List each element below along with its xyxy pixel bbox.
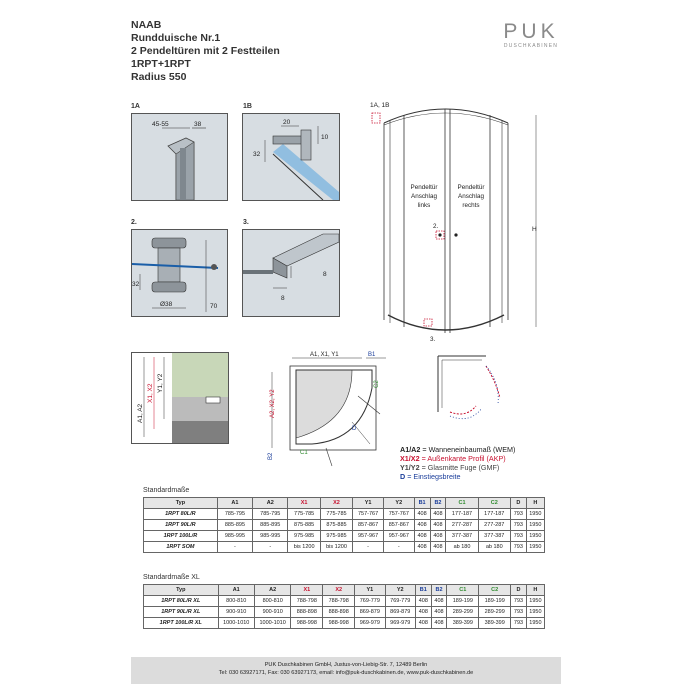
left-door-line: Pendeltür: [410, 184, 438, 191]
table-cell: 793: [510, 531, 526, 542]
section-panel: [131, 352, 229, 444]
col-header: B1: [414, 498, 430, 509]
table-cell: 277-287: [478, 520, 510, 531]
table-row: [144, 607, 545, 618]
table-cell: 785-795: [217, 509, 252, 520]
legend-item: [400, 472, 515, 481]
table-cell: 900-910: [254, 607, 290, 618]
legend-key: X1/X2: [400, 454, 420, 463]
table-header-row: [144, 585, 545, 596]
table-cell: 800-810: [254, 596, 290, 607]
table-cell: -: [253, 542, 288, 553]
table-cell: 408: [414, 520, 430, 531]
detail-1b-drawing: [243, 114, 339, 200]
table-cell: 875-885: [288, 520, 320, 531]
elevation-top-label: 1A, 1B: [370, 102, 390, 109]
table-cell: 969-979: [355, 618, 385, 629]
dim-label: 20: [283, 119, 291, 126]
table-cell: 957-967: [353, 531, 384, 542]
col-header: B2: [430, 498, 446, 509]
table-cell: bis 1200: [288, 542, 320, 553]
table-cell: 769-779: [355, 596, 385, 607]
table-cell: 389-399: [447, 618, 479, 629]
col-header: H: [526, 498, 544, 509]
table-cell: 408: [414, 531, 430, 542]
table-cell: 757-767: [383, 509, 414, 520]
table-cell: 1RPT 80L/R XL: [144, 596, 219, 607]
table-cell: 408: [415, 607, 431, 618]
legend-text: = Wanneneinbaumaß (WEM): [420, 445, 516, 454]
table-cell: 793: [510, 542, 526, 553]
left-door-line: Anschlag: [411, 193, 437, 200]
table-cell: 775-785: [288, 509, 320, 520]
table-cell: 988-998: [291, 618, 323, 629]
table-cell: 377-387: [446, 531, 478, 542]
col-header: D: [511, 585, 527, 596]
dim-label: 10: [321, 134, 329, 141]
table-cell: 793: [510, 520, 526, 531]
table-cell: 869-879: [355, 607, 385, 618]
table-header-row: [144, 498, 545, 509]
table-cell: 800-810: [218, 596, 254, 607]
right-door-line: Pendeltür: [457, 184, 485, 191]
table-cell: 1950: [526, 542, 544, 553]
dim-label: Ø38: [160, 301, 173, 308]
section-label: Y1, Y2: [157, 373, 164, 393]
table-cell: 1RPT 100L/R XL: [144, 618, 219, 629]
col-header: Y2: [383, 498, 414, 509]
title-line: NAAB: [131, 19, 162, 31]
table-cell: 408: [414, 509, 430, 520]
col-header: X2: [323, 585, 355, 596]
table-cell: 857-867: [383, 520, 414, 531]
col-header: H: [526, 585, 544, 596]
footer: [131, 657, 561, 684]
table-cell: 289-299: [479, 607, 511, 618]
plan-label: D: [352, 426, 357, 432]
table-row: [144, 596, 545, 607]
table-cell: 1RPT SOM: [144, 542, 218, 553]
elevation-drawing: [360, 95, 565, 345]
detail-1a-drawing: [132, 114, 227, 200]
table-cell: 969-979: [385, 618, 415, 629]
plan-label: C1: [300, 450, 308, 456]
table-cell: 757-767: [353, 509, 384, 520]
col-header: X2: [320, 498, 352, 509]
table-cell: 1RPT 100L/R: [144, 531, 218, 542]
col-header: Y1: [353, 498, 384, 509]
plan-label: B2: [268, 452, 274, 460]
dim-label: 70: [210, 303, 218, 310]
detail-1b-label: 1B: [243, 103, 252, 110]
col-header: B1: [415, 585, 431, 596]
table-cell: 793: [511, 596, 527, 607]
col-header: Y2: [385, 585, 415, 596]
table-cell: 793: [511, 607, 527, 618]
door-swing-drawing: [430, 352, 510, 432]
table-cell: 769-779: [385, 596, 415, 607]
dim-label: 8: [281, 295, 285, 302]
table-cell: 900-910: [218, 607, 254, 618]
xl-table: [143, 584, 545, 629]
legend-key: A1/A2: [400, 445, 421, 454]
table-cell: 793: [510, 509, 526, 520]
table-cell: 408: [431, 596, 447, 607]
col-header: Typ: [144, 585, 219, 596]
col-header: C1: [446, 498, 478, 509]
dim-label: 32: [132, 281, 140, 288]
col-header: B2: [431, 585, 447, 596]
table-cell: 1RPT 80L/R: [144, 509, 218, 520]
col-header: C2: [478, 498, 510, 509]
table-row: [144, 542, 545, 553]
logo-subtitle: DUSCHKABINEN: [503, 43, 559, 49]
standard-title: Standardmaße: [143, 487, 190, 494]
plan-label: A1, X1, Y1: [310, 352, 339, 358]
table-cell: 408: [415, 618, 431, 629]
col-header: C2: [479, 585, 511, 596]
table-cell: 1950: [526, 607, 544, 618]
table-cell: -: [217, 542, 252, 553]
table-cell: 985-995: [217, 531, 252, 542]
table-row: [144, 520, 545, 531]
table-cell: 885-895: [253, 520, 288, 531]
table-cell: 408: [430, 531, 446, 542]
section-drawing: [132, 353, 228, 443]
table-cell: 785-795: [253, 509, 288, 520]
dim-label: 32: [253, 151, 261, 158]
table-cell: 408: [431, 607, 447, 618]
col-header: A2: [254, 585, 290, 596]
table-cell: 408: [415, 596, 431, 607]
detail-1b-panel: [242, 113, 340, 201]
table-cell: 869-879: [385, 607, 415, 618]
table-cell: 888-898: [291, 607, 323, 618]
table-cell: 408: [430, 520, 446, 531]
title-line: Rundduische Nr.1: [131, 32, 221, 44]
puk-logo: [498, 21, 564, 50]
table-cell: 408: [430, 509, 446, 520]
dim-label: 45-55: [152, 121, 169, 128]
table-cell: -: [383, 542, 414, 553]
detail-2-label: 2.: [131, 219, 137, 226]
legend-item: [400, 454, 515, 463]
table-cell: 775-785: [320, 509, 352, 520]
table-cell: 1950: [526, 509, 544, 520]
table-cell: 788-798: [323, 596, 355, 607]
table-cell: 1950: [526, 520, 544, 531]
col-header: X1: [288, 498, 320, 509]
table-cell: 1RPT 90L/R XL: [144, 607, 219, 618]
table-cell: 1950: [526, 596, 544, 607]
table-cell: 985-995: [253, 531, 288, 542]
title-block: [131, 19, 280, 84]
detail-1a-panel: [131, 113, 228, 201]
mark-3: 3.: [430, 336, 436, 343]
legend-text: = Außenkante Profil (AKP): [419, 454, 506, 463]
detail-2-drawing: [132, 230, 227, 316]
table-cell: 793: [511, 618, 527, 629]
right-door-line: rechts: [462, 202, 480, 209]
height-label: H: [532, 226, 537, 233]
legend-text: = Glasmitte Fuge (GMF): [419, 463, 500, 472]
plan-label: B1: [368, 352, 376, 358]
col-header: C1: [447, 585, 479, 596]
table-cell: 875-885: [320, 520, 352, 531]
col-header: A1: [218, 585, 254, 596]
section-label: A1, A2: [137, 403, 144, 423]
xl-title: Standardmaße XL: [143, 574, 200, 581]
table-cell: 389-399: [479, 618, 511, 629]
title-line: Radius 550: [131, 71, 187, 83]
col-header: A2: [253, 498, 288, 509]
table-cell: 177-187: [446, 509, 478, 520]
table-cell: 277-287: [446, 520, 478, 531]
section-label: X1, X2: [147, 383, 154, 403]
table-row: [144, 531, 545, 542]
table-cell: ab 180: [446, 542, 478, 553]
legend-item: [400, 445, 515, 454]
plan-label: A2, X2, Y2: [270, 389, 276, 418]
table-cell: 189-199: [447, 596, 479, 607]
table-cell: 975-985: [320, 531, 352, 542]
plan-drawing: [262, 348, 387, 470]
left-door-line: links: [417, 202, 431, 209]
table-cell: 957-967: [383, 531, 414, 542]
detail-2-panel: [131, 229, 228, 317]
dim-label: 38: [194, 121, 202, 128]
legend-text: = Einstiegsbreite: [405, 472, 461, 481]
table-cell: 1950: [526, 531, 544, 542]
right-door-line: Anschlag: [458, 193, 484, 200]
standard-table: [143, 497, 545, 553]
table-cell: 289-299: [447, 607, 479, 618]
legend: [400, 445, 515, 481]
table-cell: 1000-1010: [254, 618, 290, 629]
col-header: Typ: [144, 498, 218, 509]
detail-1a-label: 1A: [131, 103, 140, 110]
table-cell: 975-985: [288, 531, 320, 542]
detail-3-panel: [242, 229, 340, 317]
dim-label: 8: [323, 271, 327, 278]
detail-3-label: 3.: [243, 219, 249, 226]
table-row: [144, 618, 545, 629]
plan-label: C2: [374, 380, 380, 388]
table-row: [144, 509, 545, 520]
table-cell: 1000-1010: [218, 618, 254, 629]
detail-3-drawing: [243, 230, 339, 316]
table-cell: 888-898: [323, 607, 355, 618]
table-cell: 788-798: [291, 596, 323, 607]
table-cell: 408: [430, 542, 446, 553]
legend-item: [400, 463, 515, 472]
table-cell: 377-387: [478, 531, 510, 542]
table-cell: -: [353, 542, 384, 553]
table-cell: 1950: [526, 618, 544, 629]
title-line: 1RPT+1RPT: [131, 58, 191, 70]
legend-key: D: [400, 472, 406, 481]
col-header: A1: [217, 498, 252, 509]
col-header: Y1: [355, 585, 385, 596]
table-cell: 857-867: [353, 520, 384, 531]
col-header: D: [510, 498, 526, 509]
table-cell: 408: [431, 618, 447, 629]
col-header: X1: [291, 585, 323, 596]
table-cell: ab 180: [478, 542, 510, 553]
logo-text: PUK: [503, 20, 559, 43]
table-cell: 988-998: [323, 618, 355, 629]
table-cell: 1RPT 90L/R: [144, 520, 218, 531]
table-cell: 408: [414, 542, 430, 553]
footer-contact: Tel: 030 63927171, Fax: 030 63927173, email: info@puk-duschkabinen.de, www.puk-duschkabinen.de: [218, 670, 474, 676]
footer-address: PUK Duschkabinen GmbH, Justus-von-Liebig-Str. 7, 12489 Berlin: [264, 662, 428, 668]
title-line: 2 Pendeltüren mit 2 Festteilen: [131, 45, 280, 57]
table-cell: bis 1200: [320, 542, 352, 553]
table-cell: 177-187: [478, 509, 510, 520]
legend-key: Y1/Y2: [400, 463, 420, 472]
table-cell: 885-895: [217, 520, 252, 531]
mark-2: 2.: [433, 223, 439, 230]
table-cell: 189-199: [479, 596, 511, 607]
